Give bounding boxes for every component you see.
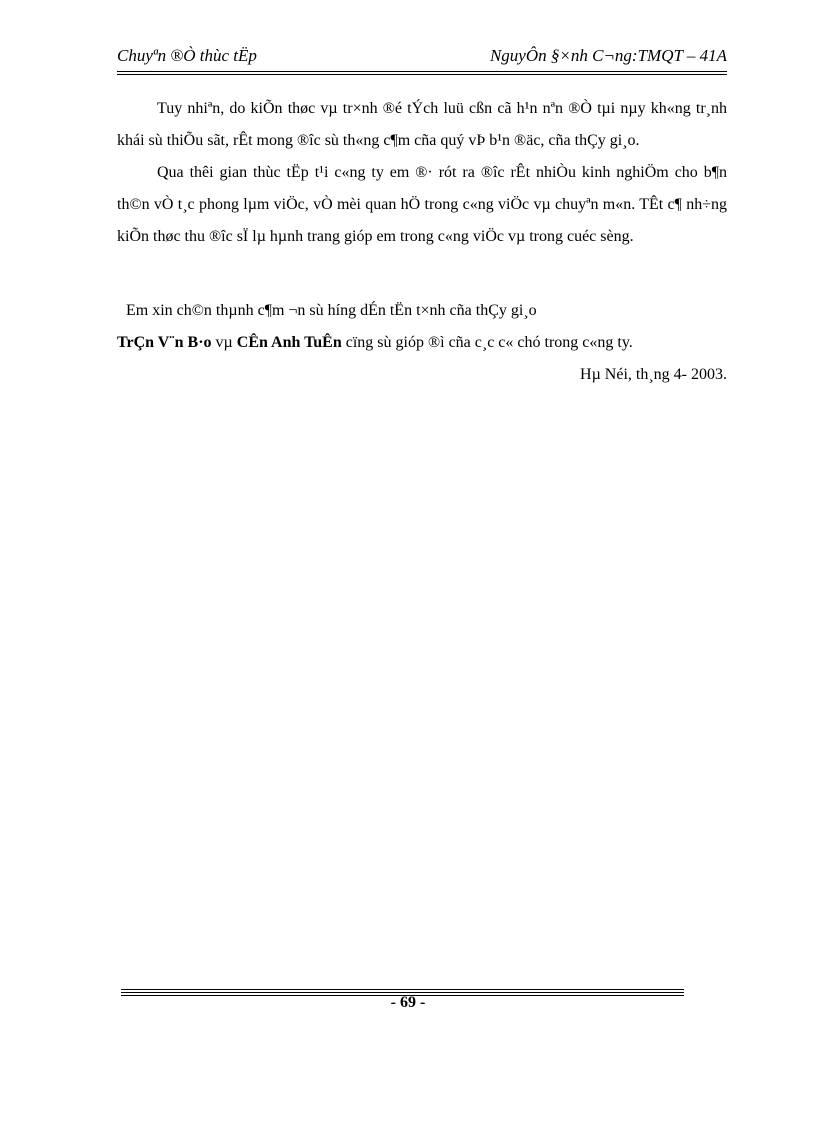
paragraph-1: Tuy nhiªn, do kiÕn thøc vµ tr×nh ®é tÝch luü cßn cã h¹n nªn ®Ò tµi nµy kh«ng tr¸nh khái sù thiÕu sãt, rÊt mong ®îc sù th«ng c¶m cña quý vÞ b¹n ®äc, cña thÇy gi¸o. xyxy=(117,100,727,149)
paragraph-spacer xyxy=(117,253,727,295)
header-rule-bottom xyxy=(117,74,727,75)
body-text xyxy=(117,93,727,391)
conjunction: vµ xyxy=(211,334,237,351)
signature-date: Hµ Néi, th¸ng 4- 2003. xyxy=(580,366,727,383)
footer-rule-1 xyxy=(121,989,684,990)
running-header xyxy=(117,46,727,70)
names-line xyxy=(117,327,727,359)
header-author: NguyÔn §×nh C¬ng:TMQT – 41A xyxy=(489,46,727,65)
page-number: - 69 - xyxy=(390,994,426,1011)
thanks-rest: cïng sù gióp ®ì cña c¸c c« chó trong c«ng ty. xyxy=(341,334,633,351)
teacher-name-1: TrÇn V¨n B·o xyxy=(117,334,212,351)
header-chapter-title: Chuyªn ®Ò thùc tËp xyxy=(117,46,257,65)
footer-rule-2 xyxy=(121,992,684,993)
header-rule-top xyxy=(117,71,727,72)
teacher-name-2: CÊn Anh TuÊn xyxy=(236,334,342,351)
thanks-line: Em xin ch©n thµnh c¶m ¬n sù híng dÉn tËn t×nh cña thÇy gi¸o xyxy=(126,302,537,319)
paragraph-2: Qua thêi gian thùc tËp t¹i c«ng ty em ®· rót ra ®îc rÊt nhiÒu kinh nghiÖm cho b¶n th©n vÒ t¸c phong lµm viÖc, vÒ mèi quan hÖ trong c«ng viÖc vµ chuyªn m«n. TÊt c¶ nh÷ng kiÕn thøc thu ®îc sÏ lµ hµnh trang gióp em trong c«ng viÖc vµ trong cuéc sèng. xyxy=(117,164,727,245)
